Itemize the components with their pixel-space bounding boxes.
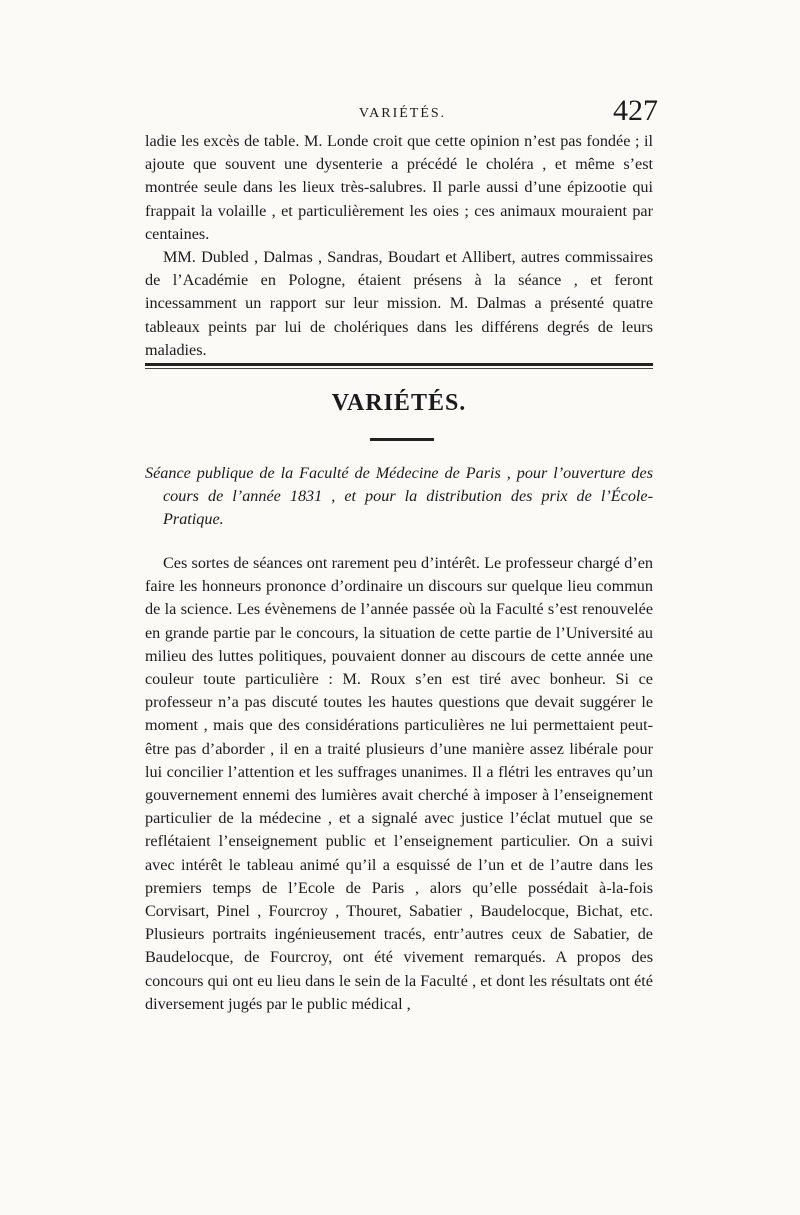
- continued-text: [145, 130, 653, 362]
- article-title-text: Séance publique de la Faculté de Médecine de Paris , pour l’ouverture des cours de l’année 1831 , et pour la distribution des prix de l’École-Pratique.: [145, 464, 653, 528]
- heading-rule: [370, 438, 434, 441]
- article-title: [145, 462, 653, 531]
- running-title: VARIÉTÉS.: [358, 106, 447, 121]
- paragraph-commissioners: MM. Dubled , Dalmas , Sandras, Boudart et Allibert, autres commissaires de l’Académie en Pologne, étaient présens à la séance , et feront incessamment un rapport sur leur mission. M. Dalmas a présenté quatre tableaux peints par lui de cholériques dans les différens degrés de leurs maladies.: [145, 248, 653, 359]
- article-paragraph: Ces sortes de séances ont rarement peu d’intérêt. Le professeur chargé d’en faire les honneurs prononce d’ordinaire un discours sur quelque lieu commun de la science. Les évènemens de l’année passée où la Faculté s’est renouvelée en grande partie par le concours, la situation de cette partie de l’Université au milieu des luttes politiques, pouvaient donner au discours de cette année une couleur toute particulière : M. Roux s’en est tiré avec bonheur. Si ce professeur n’a pas discuté toutes les hautes questions que devait suggérer le moment , mais que des considérations particulières ne lui permettaient peut-être pas d’aborder , il en a traité plusieurs d’une manière assez libérale pour lui concilier l’attention et les suffrages unanimes. Il a flétri les entraves qu’un gouvernement ennemi des lumières avait cherché à imposer à l’enseignement particulier de la médecine , et a signalé avec justice l’éclat mutuel que se reflétaient l’enseignement public et l’enseignement particulier. On a suivi avec intérêt le tableau animé qu’il a esquissé de l’un et de l’autre dans les premiers temps de l’Ecole de Paris , alors qu’elle possédait à-la-fois Corvisart, Pinel , Fourcroy , Thouret, Sabatier , Baudelocque, Bichat, etc. Plusieurs portraits ingénieusement tracés, entr’autres ceux de Sabatier, de Baudelocque, de Fourcroy, ont été vivement remarqués. A propos des concours qui ont eu lieu dans le sein de la Faculté , et dont les résultats ont été diversement jugés par le public médical ,: [145, 554, 653, 1013]
- article-body: [145, 552, 653, 1016]
- section-separator: [145, 363, 653, 369]
- page-number: 427: [613, 94, 658, 127]
- running-head: [145, 94, 660, 132]
- section-heading: VARIÉTÉS.: [331, 390, 467, 416]
- paragraph-continued: ladie les excès de table. M. Londe croit que cette opinion n’est pas fondée ; il ajoute que souvent une dysenterie a précédé le choléra , et même s’est montrée seule dans les lieux très-salubres. Il parle aussi d’une épizootie qui frappait la volaille , et particulièrement les oies ; ces animaux mouraient par centaines.: [145, 132, 653, 243]
